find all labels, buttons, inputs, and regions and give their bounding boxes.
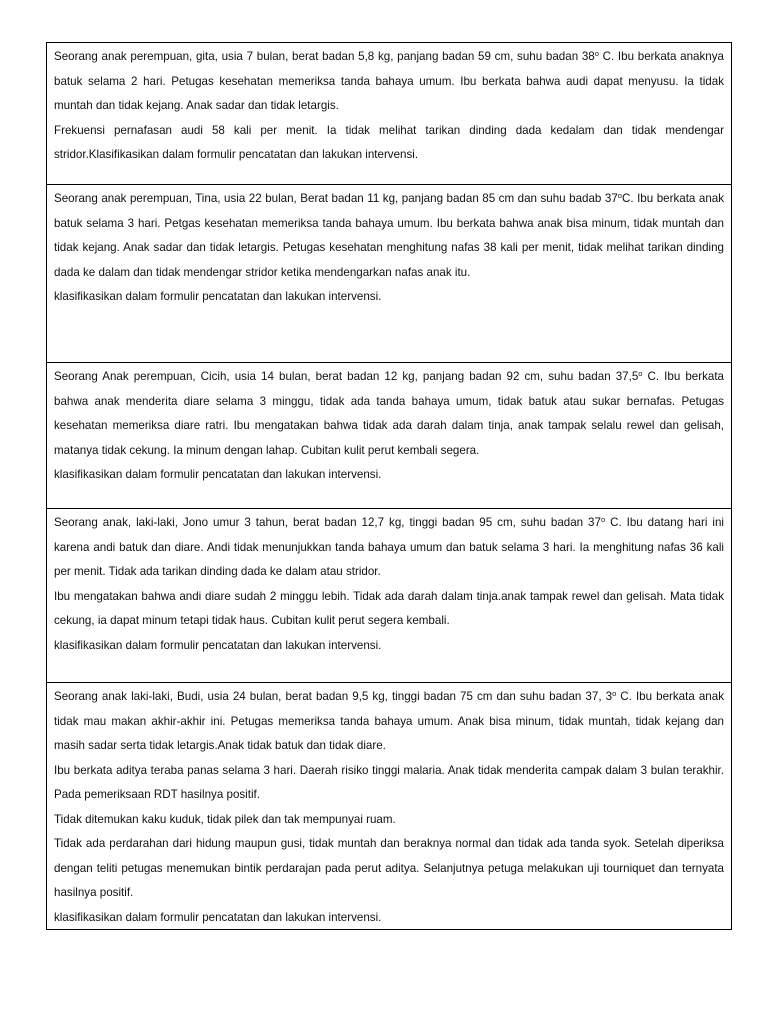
degree-sup: o [594, 49, 599, 58]
case-paragraph: Seorang anak laki-laki, Budi, usia 24 bulan, berat badan 9,5 kg, tinggi badan 75 cm dan suhu badan 37, 3$^o$ C. Ibu berkata anak tidak mau makan akhir-akhir ini. Petugas memeriksa tanda bahaya umum. Anak bisa minum, tidak muntah, tidak kejang dan masih sadar serta tidak letargis.Anak tidak batuk dan tidak diare. [54, 689, 725, 752]
case-paragraph: Tidak ada perdarahan dari hidung maupun gusi, tidak muntah dan beraknya normal dan tidak ada tanda syok. Setelah diperiksa dengan teliti petugas menemukan bintik perdarajan pada perut aditya. Selanjutnya petuga melakukan uji tourniquet dan ternyata hasilnya positif. [54, 837, 724, 899]
degree-sup: o [612, 689, 617, 698]
case-1 [47, 43, 731, 185]
case-paragraph: klasifikasikan dalam formulir pencatatan dan lakukan intervensi. [54, 638, 382, 652]
case-paragraph: Frekuensi pernafasan audi 58 kali per menit. Ia tidak melihat tarikan dinding dada kedalam dan tidak mendengar stridor.Klasifikasikan dalam formulir pencatatan dan lakukan intervensi. [54, 123, 724, 161]
case-paragraph: klasifikasikan dalam formulir pencatatan dan lakukan intervensi. [54, 290, 382, 303]
case-paragraph: klasifikasikan dalam formulir pencatatan dan lakukan intervensi. [54, 468, 382, 481]
case-4 [47, 509, 731, 683]
case-2 [47, 185, 731, 363]
case-5 [47, 683, 731, 929]
degree-sup: o [638, 369, 643, 378]
case-paragraph: Seorang Anak perempuan, Cicih, usia 14 bulan, berat badan 12 kg, panjang badan 92 cm, suhu badan 37,5$^o$ C. Ibu berkata bahwa anak menderita diare selama 3 minggu, tidak ada tanda bahaya umum, tidak batuk atau sukar bernafas. Petugas kesehatan memeriksa diare ratri. Ibu mengatakan bahwa tidak ada darah dalam tinja, anak tampak selalu rewel dan gelisah, matanya tidak cekung. Ia minum dengan lahap. Cubitan kulit perut kembali segera. [54, 369, 724, 457]
case-paragraph: Ibu berkata aditya teraba panas selama 3 hari. Daerah risiko tinggi malaria. Anak tidak menderita campak dalam 3 bulan terakhir. Pada pemeriksaan RDT hasilnya positif. [54, 763, 724, 801]
case-paragraph: Ibu mengatakan bahwa andi diare sudah 2 minggu lebih. Tidak ada darah dalam tinja.anak tampak rewel dan gelisah. Mata tidak cekung, ia dapat minum tetapi tidak haus. Cubitan kulit perut segera kembali. [54, 589, 724, 627]
case-paragraph: Tidak ditemukan kaku kuduk, tidak pilek dan tak mempunyai ruam. [54, 812, 396, 826]
case-paragraph: Seorang anak perempuan, gita, usia 7 bulan, berat badan 5,8 kg, panjang badan 59 cm, suhu badan 38$^o$ C. Ibu berkata anaknya batuk selama 2 hari. Petugas kesehatan memeriksa tanda bahaya umum. Ibu berkata bahwa audi dapat menyusu. Ia tidak muntah dan tidak kejang. Anak sadar dan tidak letargis. [54, 49, 724, 112]
degree-sup: o [617, 191, 622, 200]
case-paragraph: klasifikasikan dalam formulir pencatatan dan lakukan intervensi. [54, 910, 382, 924]
degree-sup: o [600, 515, 606, 524]
case-paragraph: Seorang anak, laki-laki, Jono umur 3 tahun, berat badan 12,7 kg, tinggi badan 95 cm, suhu badan 37$^o$ C. Ibu datang hari ini karena andi batuk dan diare. Andi tidak menunjukkan tanda bahaya umum dan batuk selama 3 hari. Ia menghitung nafas 36 kali per menit. Tidak ada tarikan dinding dada ke dalam atau stridor. [54, 515, 724, 578]
case-table [46, 42, 732, 930]
case-paragraph: Seorang anak perempuan, Tina, usia 22 bulan, Berat badan 11 kg, panjang badan 85 cm dan suhu badab 37$^o$C. Ibu berkata anak batuk selama 3 hari. Petgas kesehatan memeriksa tanda bahaya umum. Ibu berkata bahwa anak bisa minum, tidak muntah dan tidak kejang. Anak sadar dan tidak letargis. Petugas kesehatan menghitung nafas 38 kali per menit, tidak melihat tarikan dinding dada ke dalam dan tidak mendengar stridor ketika mendengarkan nafas anak itu. [54, 191, 725, 279]
case-3 [47, 363, 731, 509]
